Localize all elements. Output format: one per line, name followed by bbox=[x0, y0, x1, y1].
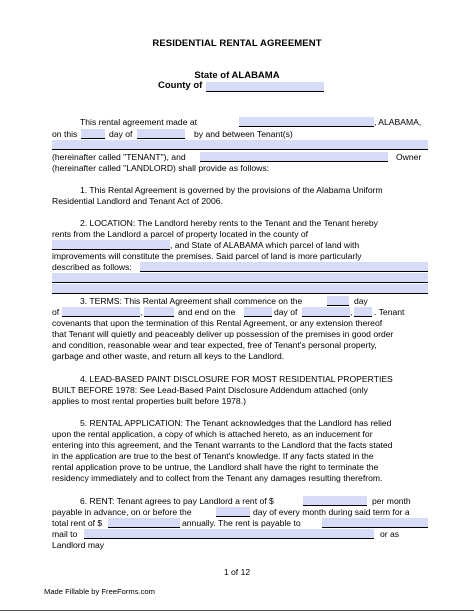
owner-name-field[interactable] bbox=[200, 152, 388, 162]
mail-to-field[interactable] bbox=[84, 529, 374, 539]
intro-line-4: (hereinafter called "LANDLORD) shall provide as follows: bbox=[52, 163, 270, 173]
section-5-line-4: in the application are true to the best of Tenant's knowledge. If any facts stated in the bbox=[52, 451, 374, 461]
section-4-line-3: applies to most rental properties built before 1978.) bbox=[52, 396, 246, 406]
intro-line-2a: on this bbox=[52, 129, 78, 139]
day-of-month-field[interactable] bbox=[137, 129, 185, 139]
tenant-names-field[interactable] bbox=[52, 140, 428, 150]
section-6-line-4a: mail to bbox=[52, 529, 78, 539]
section-3-line-2a: of bbox=[52, 307, 60, 317]
intro-line-1a: This rental agreement made at bbox=[80, 117, 198, 127]
rent-due-day-field[interactable] bbox=[216, 507, 250, 517]
section-3-line-2d: day of bbox=[274, 307, 298, 317]
section-3-line-2f: . Tenant bbox=[374, 307, 405, 317]
commence-month-field[interactable] bbox=[62, 307, 143, 317]
description-field-1[interactable] bbox=[140, 262, 428, 272]
section-6-line-3a: total rent of $ bbox=[52, 518, 103, 528]
county-label: County of bbox=[158, 80, 203, 91]
section-5-line-2: upon the rental application, a copy of which is attached hereto, as an inducement for bbox=[52, 429, 373, 439]
section-6-line-2a: payable in advance, on or before the bbox=[52, 507, 192, 517]
section-1-line-1: 1. This Rental Agreement is governed by the provisions of the Alabama Uniform bbox=[80, 185, 383, 195]
footer-credit: Made Fillable by FreeForms.com bbox=[44, 587, 155, 596]
county-underline bbox=[206, 82, 324, 92]
section-3-line-2e: , bbox=[350, 307, 353, 317]
end-day-field[interactable] bbox=[244, 307, 272, 317]
section-6-line-4b: or as bbox=[380, 529, 400, 539]
section-3-line-2b: , bbox=[140, 307, 143, 317]
section-2-line-5: described as follows: bbox=[52, 262, 132, 272]
commence-year-field[interactable] bbox=[144, 307, 174, 317]
end-month-field[interactable] bbox=[302, 307, 353, 317]
section-3-line-6: garbage and other waste, and return all keys to the Landlord. bbox=[52, 351, 285, 361]
intro-line-3b: Owner bbox=[396, 152, 422, 162]
commence-day-field[interactable] bbox=[327, 296, 349, 306]
section-5-line-1: 5. RENTAL APPLICATION: The Tenant acknowledges that the Landlord has relied bbox=[80, 418, 392, 428]
section-6-line-5: Landlord may bbox=[52, 540, 105, 550]
section-6-line-3b: annually. The rent is payable to bbox=[182, 518, 301, 528]
on-this-day-field[interactable] bbox=[81, 129, 105, 139]
section-3-line-2c: and end on the bbox=[178, 307, 236, 317]
monthly-rent-field[interactable] bbox=[303, 496, 367, 506]
section-6-line-1b: per month bbox=[372, 496, 411, 506]
end-year-field[interactable] bbox=[354, 307, 372, 317]
location-county-field[interactable] bbox=[52, 240, 170, 250]
section-3-line-5: and condition, reasonable wear and tear expected, free of Tenant's personal property, bbox=[52, 340, 377, 350]
bottom-divider bbox=[0, 610, 474, 611]
state-line: State of ALABAMA bbox=[194, 70, 280, 81]
page-number: 1 of 12 bbox=[223, 567, 251, 577]
document-title: RESIDENTIAL RENTAL AGREEMENT bbox=[152, 38, 322, 49]
annual-rent-field[interactable] bbox=[108, 518, 180, 528]
section-4-line-1: 4. LEAD-BASED PAINT DISCLOSURE FOR MOST RESIDENTIAL PROPERTIES bbox=[80, 374, 393, 384]
intro-line-3a: (hereinafter called "TENANT"), and bbox=[52, 152, 186, 162]
section-3-line-3: covenants that upon the termination of this Rental Agreement, or any extension thereof bbox=[52, 318, 383, 328]
section-5-line-3: entering into this agreement, and the Tenant warrants to the Landlord that the facts stated bbox=[52, 440, 393, 450]
made-at-field[interactable] bbox=[239, 117, 374, 127]
intro-line-1b: , ALABAMA, bbox=[374, 117, 422, 127]
section-2-line-4: improvements will constitute the premises. Said parcel of land is more particularly bbox=[52, 251, 362, 261]
section-3-line-1a: 3. TERMS: This Rental Agreement shall commence on the bbox=[80, 296, 303, 306]
section-6-line-2b: day of every month during said term for a bbox=[253, 507, 410, 517]
section-3-line-4: that Tenant will quietly and peaceably deliver up possession of the premises in good order bbox=[52, 329, 394, 339]
section-5-line-5: rental application prove to be untrue, the Landlord shall have the right to terminate the bbox=[52, 462, 379, 472]
intro-line-2c: by and between Tenant(s) bbox=[194, 129, 293, 139]
section-5-line-6: residency immediately and to collect from the Tenant any damages resulting therefrom. bbox=[52, 473, 383, 483]
section-2-line-3: , and State of ALABAMA which parcel of land with bbox=[170, 240, 360, 250]
payable-to-field[interactable] bbox=[322, 518, 428, 528]
section-6-line-1a: 6. RENT: Tenant agrees to pay Landlord a rent of $ bbox=[80, 496, 274, 506]
description-field-3[interactable] bbox=[52, 284, 428, 294]
section-1-line-2: Residential Landlord and Tenant Act of 2006. bbox=[52, 196, 223, 206]
description-field-2[interactable] bbox=[52, 273, 428, 283]
section-3-line-1b: day bbox=[354, 296, 368, 306]
section-2-line-2: rents from the Landlord a parcel of property located in the county of bbox=[52, 229, 309, 239]
section-2-line-1: 2. LOCATION: The Landlord hereby rents to the Tenant and the Tenant hereby bbox=[80, 218, 378, 228]
section-4-line-2: BUILT BEFORE 1978: See Lead-Based Paint Disclosure Addendum attached (only bbox=[52, 385, 368, 395]
intro-line-2b: day of bbox=[109, 129, 133, 139]
